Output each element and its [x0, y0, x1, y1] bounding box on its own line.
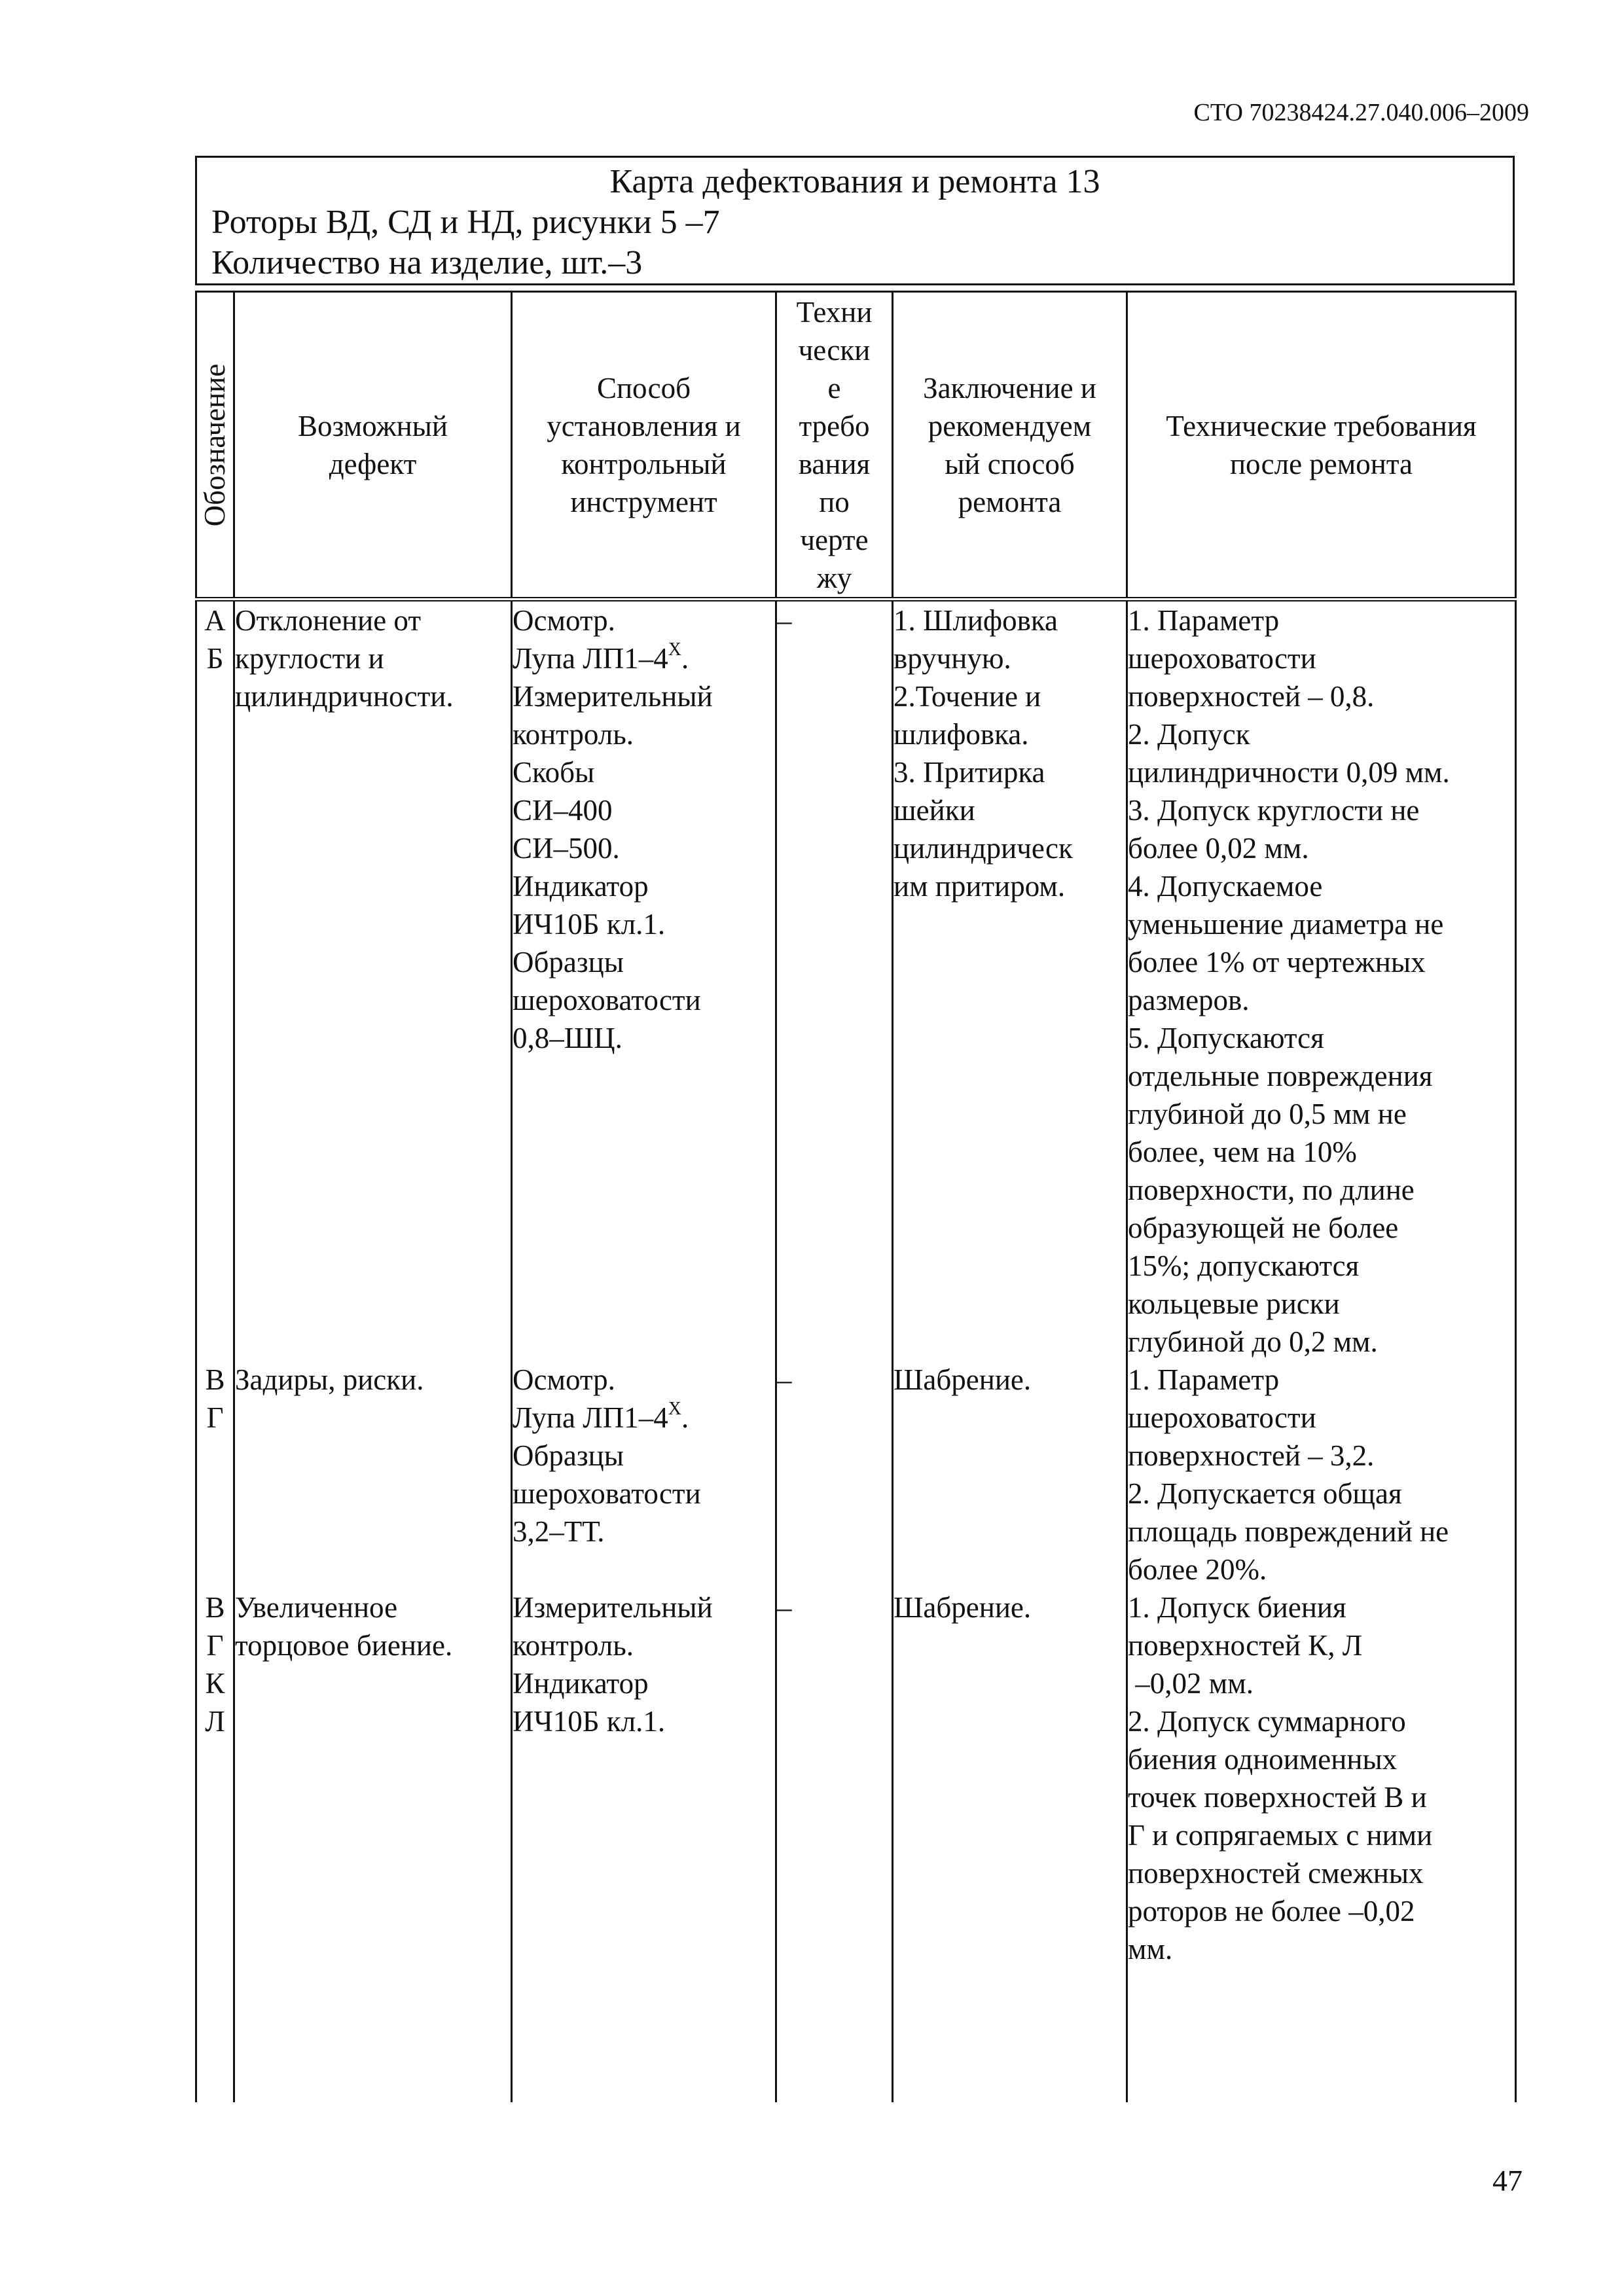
drawing-req-cell: – — [776, 1361, 893, 1588]
card-title: Карта дефектования и ремонта 13 — [609, 163, 1100, 200]
method-cell: Осмотр. Лупа $ЛП1-4^Х$. Измерительный контроль. Скобы СИ–400 СИ–500. Индикатор ИЧ10Б кл.1. Образцы шероховатости 0,8–ШЦ. — [512, 600, 776, 1361]
col-header-defect: Возможный дефект — [234, 292, 512, 600]
conclusion-cell: 1. Шлифовка вручную. 2.Точение и шлифовка. 3. Притирка шейки цилиндрическ им притиром. — [893, 600, 1127, 1361]
card-subject: Роторы ВД, СД и НД, рисунки 5 –7 — [211, 204, 720, 241]
table-row — [196, 600, 1516, 1361]
standard-code: СТО 70238424.27.040.006–2009 — [1193, 99, 1529, 126]
defect-cell: Задиры, риски. — [234, 1361, 512, 1588]
col-header-drawing-requirements: Техни чески е требо вания по черте жу — [776, 292, 893, 600]
method-cell: Измерительный контроль. Индикатор ИЧ10Б кл.1. — [512, 1588, 776, 1968]
table-row — [196, 1588, 1516, 1968]
conclusion-cell: Шабрение. — [893, 1588, 1127, 1968]
after-repair-cell: 1. Параметр шероховатости поверхностей – 0,8. 2. Допуск цилиндричности 0,09 мм. 3. Допуск круглости не более 0,02 мм. 4. Допускаемое уменьшение диаметра не более 1% от чертежных размеров. 5. Допускаются отдельные повреждения глубиной до 0,5 мм не более, чем на 10% поверхности, по длине образующей не более 15%; допускаются кольцевые риски глубиной до 0,2 мм. — [1127, 600, 1516, 1361]
after-repair-cell: 1. Допуск биения поверхностей К, Л –0,02 мм. 2. Допуск суммарного биения одноименных точек поверхностей В и Г и сопрягаемых с ними поверхностей смежных роторов не более –0,02 мм. — [1127, 1588, 1516, 1968]
col-header-after-repair: Технические требования после ремонта — [1127, 292, 1516, 600]
table-header-row — [196, 292, 1516, 600]
magnifier-line: Лупа $ЛП1-4^Х$. — [513, 1399, 689, 1434]
col-header-method: Способ установления и контрольный инструмент — [512, 292, 776, 600]
designation-cell: В Г — [196, 1361, 234, 1588]
conclusion-cell: Шабрение. — [893, 1361, 1127, 1588]
defect-cell: Увеличенное торцовое биение. — [234, 1588, 512, 1968]
page-number: 47 — [1492, 2164, 1523, 2197]
magnifier-line: Лупа $ЛП1-4^Х$. — [513, 639, 689, 675]
designation-label: Обозначение — [198, 363, 231, 526]
defect-cell: Отклонение от круглости и цилиндричности. — [234, 600, 512, 1361]
col-header-designation — [196, 292, 234, 600]
designation-cell: А Б — [196, 600, 234, 1361]
table-filler-row — [196, 1968, 1516, 2102]
card-header — [195, 156, 1515, 285]
defect-repair-table — [195, 291, 1517, 2102]
method-cell: Осмотр. Лупа $ЛП1-4^Х$. Образцы шероховатости 3,2–ТТ. — [512, 1361, 776, 1588]
after-repair-cell: 1. Параметр шероховатости поверхностей – 3,2. 2. Допускается общая площадь повреждений не более 20%. — [1127, 1361, 1516, 1588]
drawing-req-cell: – — [776, 1588, 893, 1968]
drawing-req-cell: – — [776, 600, 893, 1361]
col-header-conclusion: Заключение и рекомендуем ый способ ремонта — [893, 292, 1127, 600]
designation-cell: В Г К Л — [196, 1588, 234, 1968]
table-row — [196, 1361, 1516, 1588]
card-quantity: Количество на изделие, шт.–3 — [211, 244, 643, 281]
